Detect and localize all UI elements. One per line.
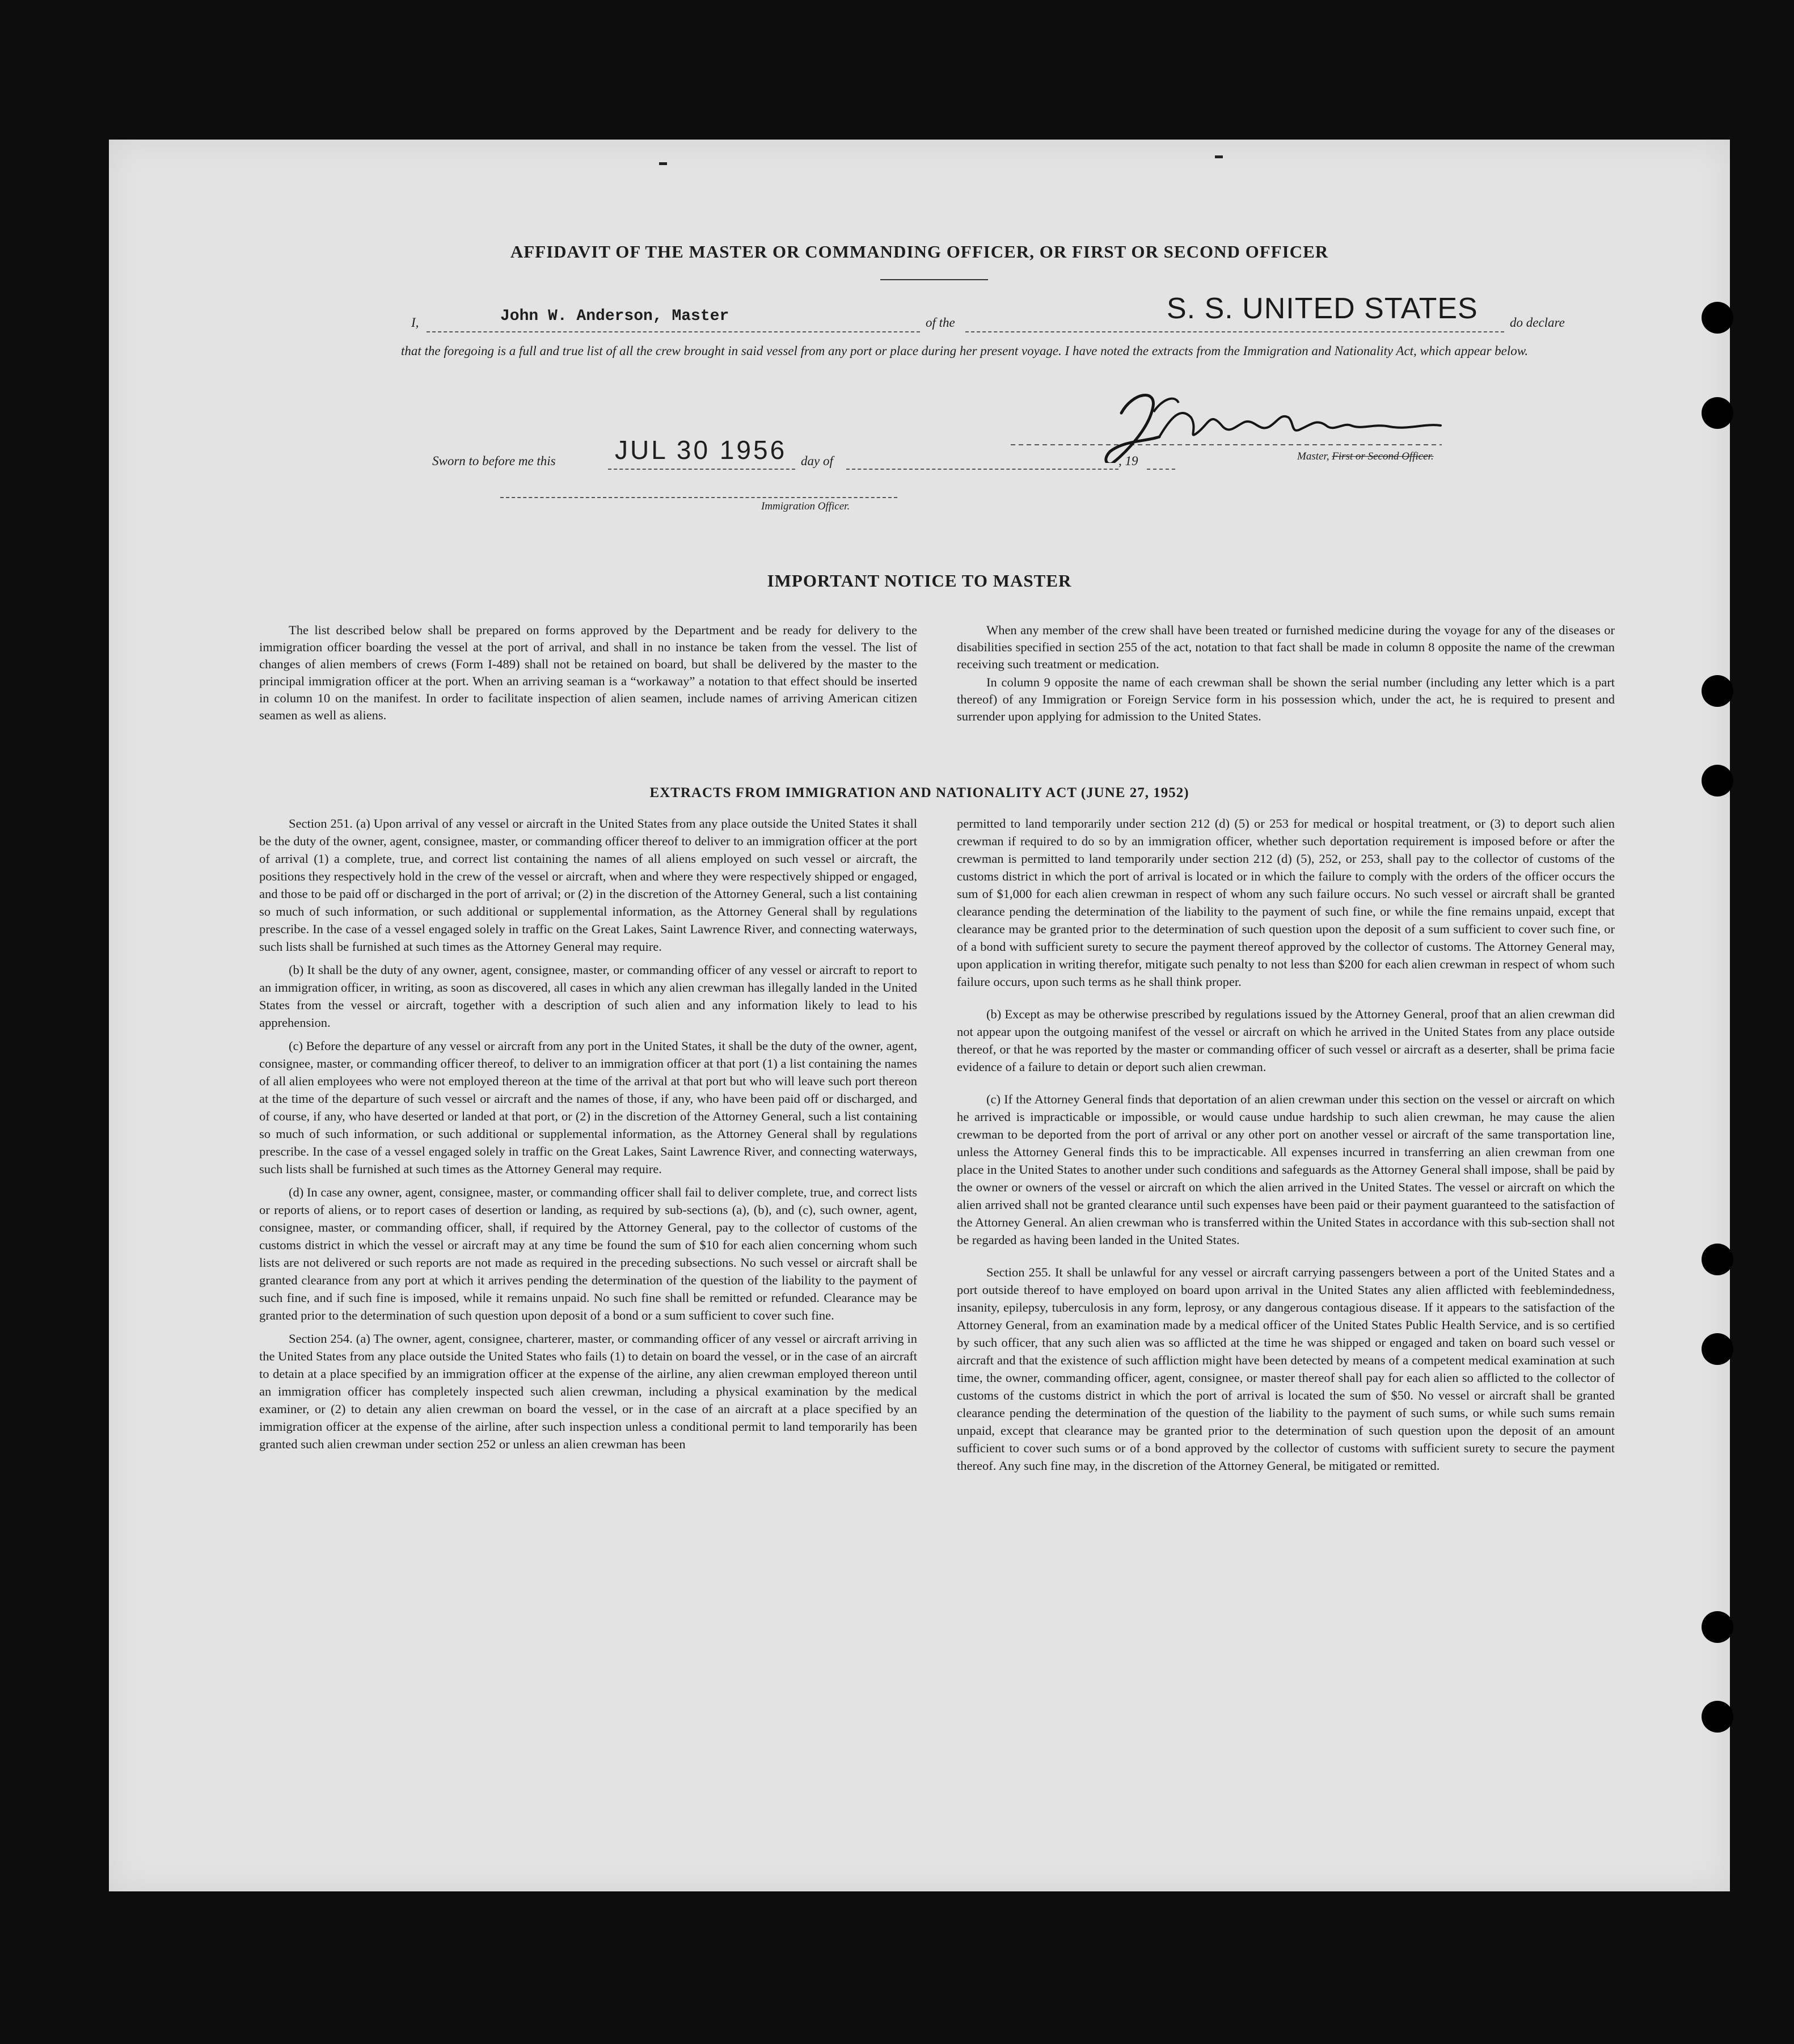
caption-struck-officer: First or Second Officer. xyxy=(1332,450,1434,462)
immigration-officer-caption: Immigration Officer. xyxy=(761,500,850,512)
notice-left-paragraph: The list described below shall be prepared on forms approved by the Department and be ready for delivery to the immigration officer boarding the vessel at the port of arrival, and shall in no instance be taken from the vessel. The list of changes of alien members of crews (Form I-489) shall not be retained on board, but shall be delivered by the master to the principal immigration officer at the port. When an arriving seaman is a “workaway” a notation to that effect should be inserted in column 10 on the manifest. In order to facilitate inspection of alien seamen, include names of arriving American citizen seamen as well as aliens. xyxy=(259,623,917,722)
label-year: , 19 xyxy=(1118,454,1138,468)
notice-right-paragraph-1: When any member of the crew shall have been treated or furnished medicine during the voyage for any of the diseases or disabilities specified in section 255 of the act, notation to that fact shall be made in column 8 opposite the name of the crewman receiving such treatment or medication. xyxy=(957,623,1615,671)
label-sworn: Sworn to before me this xyxy=(432,454,556,468)
extract-section-254b: (b) Except as may be otherwise prescribed by regulations issued by the Attorney General, proof that an alien crewman did not appear upon the outgoing manifest of the vessel or aircraft on which he arrived in the United States from any place outside thereof, or that he was reported by the master or commanding officer of such vessel or aircraft as a deserter, shall be prima facie evidence of a failure to detain or deport such alien crewman. xyxy=(957,1007,1615,1074)
notice-left-column xyxy=(259,622,917,730)
extract-section-251b: (b) It shall be the duty of any owner, agent, consignee, master, or commanding officer of any vessel or aircraft to report to an immigration officer, in writing, as soon as discovered, all cases in which any alien crewman has illegally landed in the United States from the vessel or aircraft, together with a description of such alien and any information likely to lead to his apprehension. xyxy=(259,963,917,1030)
label-day-of: day of xyxy=(801,454,833,468)
vessel-field-line xyxy=(965,292,1504,332)
title-rule xyxy=(880,279,988,280)
year-field-line xyxy=(1147,444,1175,470)
affidavit-title: AFFIDAVIT OF THE MASTER OR COMMANDING OFFICER, OR FIRST OR SECOND OFFICER xyxy=(510,242,1329,262)
name-field-line xyxy=(427,306,920,332)
punch-hole xyxy=(1702,1611,1733,1643)
master-name-field: John W. Anderson, Master xyxy=(500,307,729,325)
immigration-officer-line xyxy=(500,486,897,498)
month-field-line xyxy=(846,444,1118,470)
declaration-text: that the foregoing is a full and true list of all the crew brought in said vessel from any port or place during her present voyage. I have noted the extracts from the Immigration and Nationality Act, which appear below. xyxy=(401,344,1529,358)
label-do-declare: do declare xyxy=(1510,315,1565,330)
extract-section-254a-cont: permitted to land temporarily under section 212 (d) (5) or 253 for medical or hospital treatment, or (3) to deport such alien crewman if required to do so by an immigration officer, whether such deportation requirement is imposed before or after the crewman is permitted to land temporarily under section 212 (d) (5), 252, or 253, shall pay to the collector of customs of the customs district in which the port of arrival is located or in which the failure to comply with the orders of the officer occurs the sum of $1,000 for each alien crewman in respect of whom any such failure occurs. No such vessel or aircraft shall be granted clearance pending the determination of the liability to the payment of such fine, or while the fine remains unpaid, except that clearance may be granted prior to the determination of such question upon the deposit of a sum sufficient to cover such fine, or of a bond with sufficient surety to secure the payment thereof approved by the collector of customs. The Attorney General may, upon application in writing therefor, mitigate such penalty to not less than $200 for each alien crewman in respect of whom such failure occurs, upon such terms as he shall think proper. xyxy=(957,816,1615,989)
punch-hole xyxy=(1702,397,1733,429)
vessel-name-field: S. S. UNITED STATES xyxy=(1167,292,1478,325)
punch-hole xyxy=(1702,1701,1733,1733)
punch-hole xyxy=(1702,675,1733,707)
punch-hole xyxy=(1702,1333,1733,1365)
notice-right-column xyxy=(957,622,1615,731)
extract-section-255: Section 255. It shall be unlawful for any vessel or aircraft carrying passengers between a port of the United States and a port outside thereof to have employed on board upon arrival in the United States any alien afflicted with feeblemindedness, insanity, epilepsy, tuberculosis in any form, leprosy, or any dangerous contagious disease. If it appears to the satisfaction of the Attorney General, from an examination made by a medical officer of the United States Public Health Service, and is so certified by such officer, that any such alien was so afflicted at the time he was shipped or engaged and taken on board such vessel or aircraft and that the existence of such affliction might have been detected by means of a competent medical examination at such time, the owner, commanding officer, agent, consignee, or master thereof shall pay for each alien so afflicted to the collector of customs of the customs district in which the port of arrival is located the sum of $50. No vessel or aircraft shall be granted clearance pending the determination of the question of the liability to the payment of such sums, or while such sums remain unpaid, except that clearance may be granted prior to the determination of such question upon the deposit of an amount sufficient to cover such sums or of a bond approved by the collector of customs with sufficient surety to secure the payment thereof. Any such fine may, in the discretion of the Attorney General, be mitigated or remitted. xyxy=(957,1265,1615,1473)
extract-section-251d: (d) In case any owner, agent, consignee, master, or commanding officer shall fail to deliver complete, true, and correct lists or reports of aliens, or to report cases of desertion or landing, as required by sub-sections (a), (b), and (c), such owner, agent, consignee, master, or commanding officer, shall, if required by the Attorney General, pay to the collector of customs of the customs district in which the vessel or aircraft may at any time be found the sum of $10 for each alien concerning whom such lists are not delivered or such reports are not made as required in the preceding subsections. No such vessel or aircraft shall be granted clearance from any port at which it arrives pending the determination of the question of the liability to the payment of such fine, and if such fine is imposed, while it remains unpaid. No such fine shall be remitted or refunded. Clearance may be granted prior to the determination of such question upon deposit of a bond or a sum sufficient to cover such fine. xyxy=(259,1185,917,1322)
punch-hole xyxy=(1702,1244,1733,1275)
scan-speck xyxy=(659,162,667,165)
label-i: I, xyxy=(411,315,419,330)
extract-section-251a: Section 251. (a) Upon arrival of any vessel or aircraft in the United States from any place outside the United States it shall be the duty of the owner, agent, consignee, master, or commanding officer thereof to deliver to an immigration officer at the port of arrival (1) a complete, true, and correct list containing the names of all aliens employed on such vessel or aircraft, the positions they respectively hold in the crew of the vessel or aircraft, when and where they were respectively shipped or engaged, and those to be paid off or discharged in the port of arrival; or (2) in the discretion of the Attorney General, such a list containing so much of such information, or such additional or supplemental information, as the Attorney General shall by regulations prescribe. In the case of a vessel engaged solely in traffic on the Great Lakes, Saint Lawrence River, and connecting waterways, such lists shall be furnished at such times as the Attorney General may require. xyxy=(259,816,917,954)
notice-right-paragraph-2: In column 9 opposite the name of each crewman shall be shown the serial number (including any letter which is a part thereof) of any Immigration or Foreign Service form in his possession which, under the act, he is required to present and surrender upon applying for admission to the United States. xyxy=(957,675,1615,723)
declaration-line xyxy=(109,292,1730,343)
extracts-left-column xyxy=(259,815,917,1459)
label-of-the: of the xyxy=(926,315,955,330)
notice-title: IMPORTANT NOTICE TO MASTER xyxy=(767,571,1072,591)
extracts-title: EXTRACTS FROM IMMIGRATION AND NATIONALITY ACT (JUNE 27, 1952) xyxy=(649,785,1189,800)
caption-master: Master, xyxy=(1297,450,1329,462)
document-page xyxy=(109,140,1730,1891)
extract-section-251c: (c) Before the departure of any vessel or aircraft from any port in the United States, it shall be the duty of the owner, agent, consignee, master, or commanding officer thereof, to deliver to an immigration officer at that port (1) a list containing the names of all alien employees who were not employed thereon at the time of the arrival at that port but who will leave such port thereon at the time of the departure of such vessel or aircraft and the names of those, if any, who have been paid off or discharged, and of course, if any, who have deserted or landed at that port, or (2) in the discretion of the Attorney General, such a list containing so much of such information, or such additional or supplemental information, as the Attorney General shall by regulations prescribe. In the case of a vessel engaged solely in traffic on the Great Lakes, Saint Lawrence River, and connecting waterways, such lists shall be furnished at such times as the Attorney General may require. xyxy=(259,1039,917,1176)
extract-section-254c: (c) If the Attorney General finds that deportation of an alien crewman under this section on the vessel or aircraft on which he arrived is impracticable or impossible, or would cause undue hardship to such alien crewman, he may cause the alien crewman to be deported from the port of arrival or any other port on another vessel or aircraft of the same transportation line, unless the Attorney General finds this to be impracticable. All expenses incurred in transferring an alien crewman from one place in the United States to another under such conditions and safeguards as the Attorney General shall impose, shall be paid by the owner or owners of the vessel or aircraft on which the alien arrived in the United States. The vessel or aircraft on which the alien arrived shall not be granted clearance until such expenses have been paid or their payment guaranteed to the satisfaction of the Attorney General. An alien crewman who is transferred within the United States in accordance with this sub-section shall not be regarded as having been landed in the United States. xyxy=(957,1092,1615,1247)
scan-speck xyxy=(1215,155,1223,158)
extracts-right-column xyxy=(957,815,1615,1480)
extract-section-254a: Section 254. (a) The owner, agent, consignee, charterer, master, or commanding officer of any vessel or aircraft arriving in the United States from any place outside the United States who fails (1) to detain on board the vessel, or in the case of an aircraft to detain at a place specified by an immigration officer at the expense of the airline, any alien crewman employed thereon until an immigration officer has completely inspected such alien crewman, including a physical examination by the medical examiner, or (2) to detain any alien crewman on board the vessel, or in the case of an aircraft at a place specified by an immigration officer at the expense of the airline, after such inspection unless a conditional permit to land temporarily has been granted such alien crewman under section 252 or unless an alien crewman has been xyxy=(259,1331,917,1451)
sworn-date-line xyxy=(608,435,795,470)
sworn-line xyxy=(109,432,1730,472)
sworn-date-stamp: JUL 30 1956 xyxy=(615,435,787,465)
